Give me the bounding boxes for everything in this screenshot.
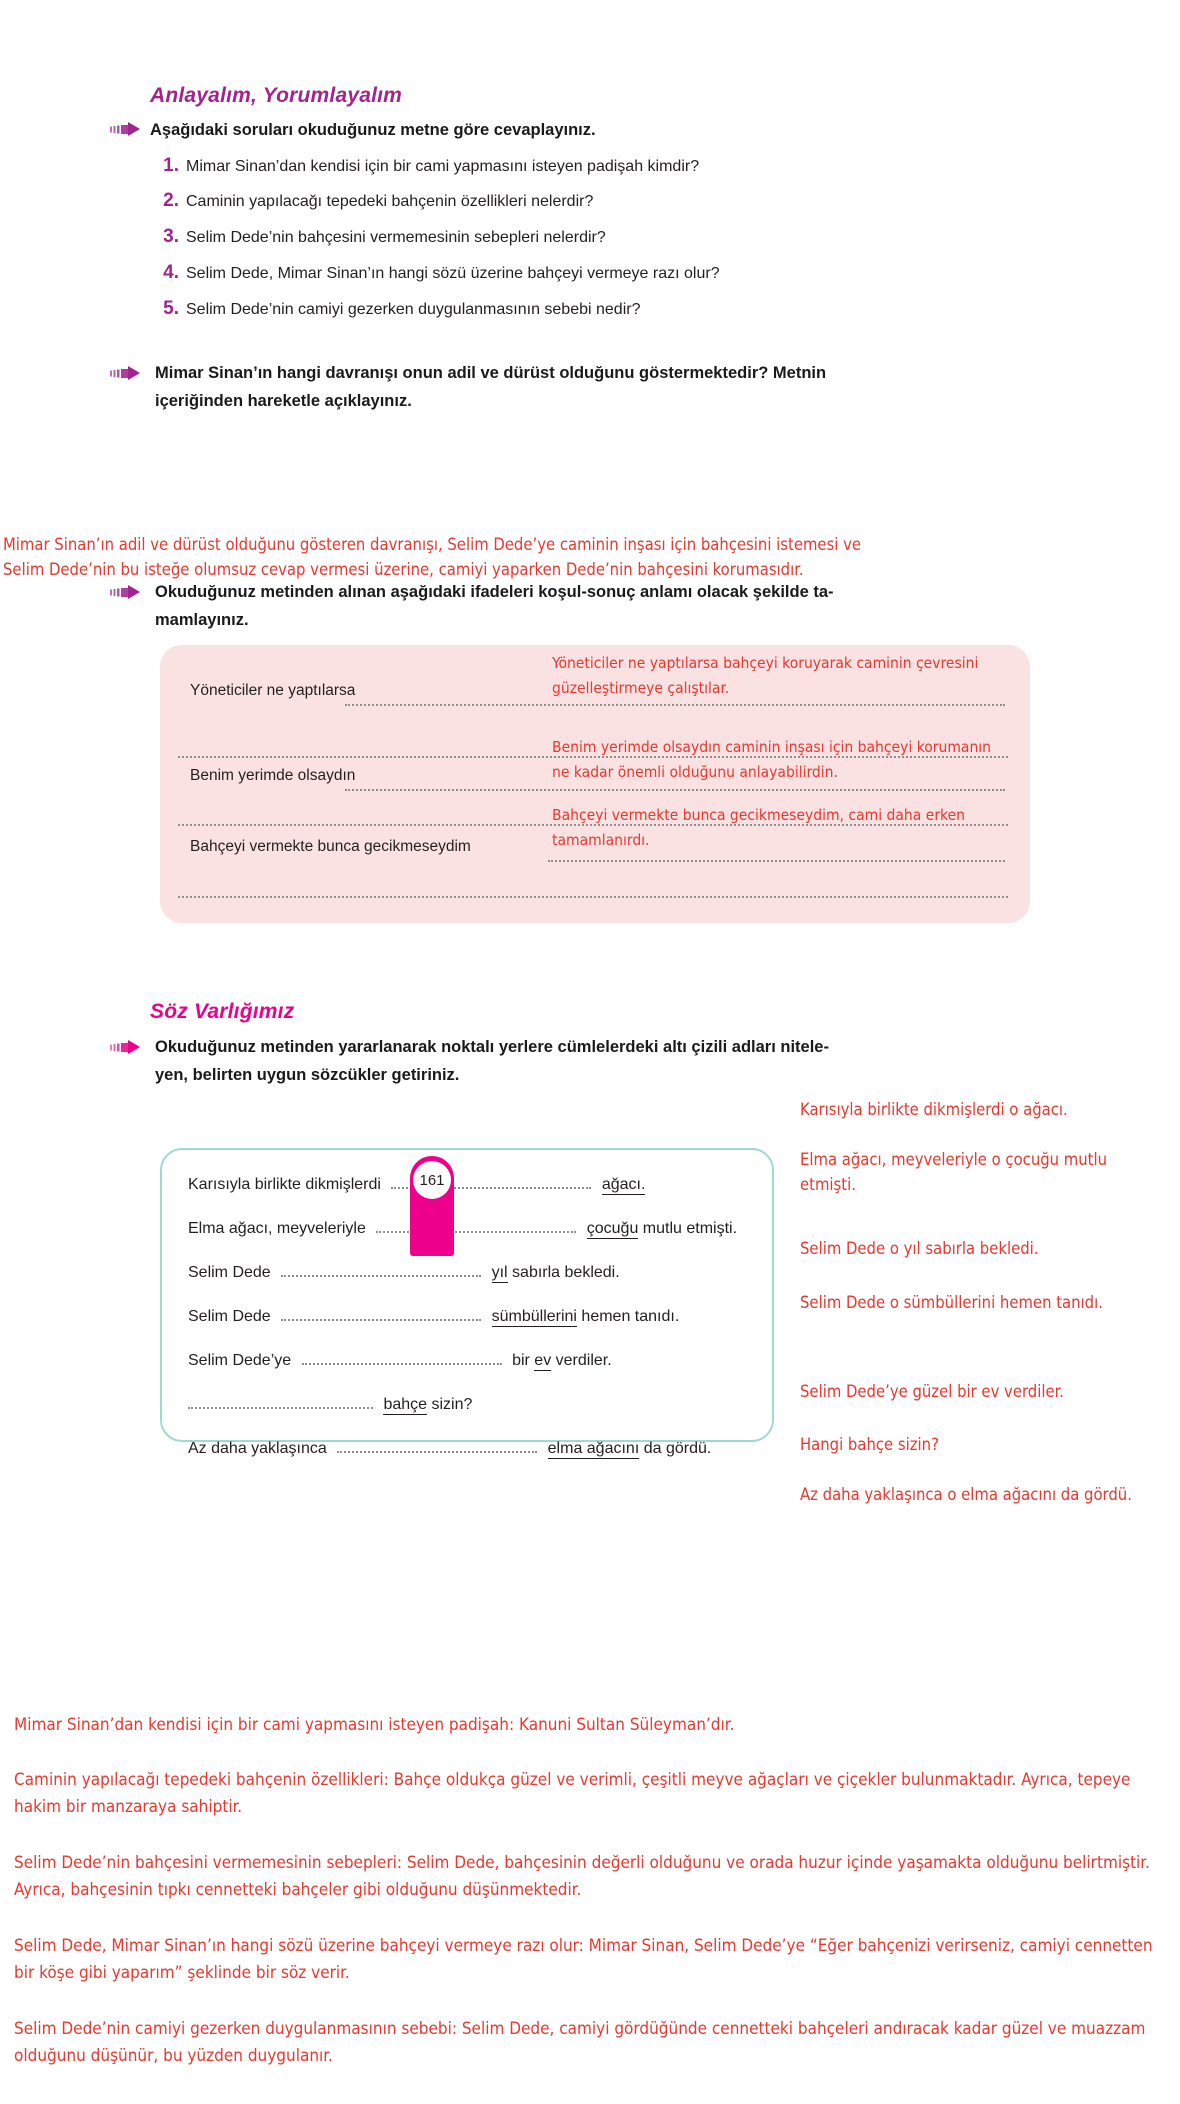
- conditional-answer-2-line1: Benim yerimde olsaydın caminin inşası için bahçeyi korumanın: [552, 738, 992, 756]
- prompt-conditional-complete-line2: mamlayınız.: [155, 611, 249, 629]
- vocabulary-fill-line-4[interactable]: [281, 1307, 481, 1321]
- vocabulary-row-5-bir: bir: [512, 1352, 535, 1369]
- conditional-stem-3: Bahçeyi vermekte bunca gecikmeseydim: [190, 838, 471, 855]
- answer-mimar-sinan-behaviour-line2: Selim Dede’nin bu isteğe olumsuz cevap vermesi üzerine, camiyi yaparken Dede’nin bahçesini korumasıdır.: [3, 560, 804, 579]
- question-item-3: [155, 226, 915, 249]
- vocabulary-row-3: [188, 1263, 620, 1282]
- vocabulary-row-5-before: Selim Dede’ye: [188, 1352, 292, 1369]
- vocabulary-row-4: [188, 1307, 679, 1326]
- vocabulary-row-6-after: sizin?: [427, 1396, 473, 1413]
- vocabulary-row-2-after: mutlu etmişti.: [638, 1220, 738, 1237]
- vocabulary-row-2-underlined: çocuğu: [586, 1220, 639, 1237]
- vocabulary-row-5-underlined: ev: [534, 1352, 552, 1369]
- vocabulary-row-5-after: verdiler.: [551, 1352, 612, 1369]
- vocabulary-row-2-before: Elma ağacı, meyveleriyle: [188, 1220, 366, 1237]
- vocabulary-answer-1: Karısıyla birlikte dikmişlerdi o ağacı.: [800, 1100, 1068, 1119]
- page-number-tab: [410, 1156, 454, 1256]
- conditional-answer-2-line2: ne kadar önemli olduğunu anlayabilirdin.: [552, 763, 838, 781]
- arrow-bullet-icon-2: [110, 366, 140, 385]
- question-text: Selim Dede’nin camiyi gezerken duygulanmasının sebebi nedir?: [186, 301, 641, 318]
- bottom-answer-3: Selim Dede’nin bahçesini vermemesinin sebepleri: Selim Dede, bahçesinin değerli olduğunu ve orada huzur içinde yaşamakta olduğunu belirtmiştir. Ayrıca, bahçesinin tıpkı cennetteki bahçeler gibi olduğunu düşünmektedir.: [14, 1853, 1150, 1900]
- bottom-answer-2: Caminin yapılacağı tepedeki bahçenin özellikleri: Bahçe oldukça güzel ve verimli, çeşitli meyve ağaçları ve çiçekler bulunmaktadır. Ayrıca, tepeye hakim bir manzaraya sahiptir.: [14, 1770, 1131, 1817]
- bottom-answer-4: Selim Dede, Mimar Sinan’ın hangi sözü üzerine bahçeyi vermeye razı olur: Mimar Sinan, Selim Dede’ye “Eğer bahçenizi verirseniz, camiyi cennetten bir köşe gibi yaparım” şeklinde bir söz verir.: [14, 1936, 1153, 1983]
- prompt-mimar-sinan-behaviour-line2: içeriğinden hareketle açıklayınız.: [155, 392, 412, 410]
- question-item-5: [155, 298, 915, 321]
- question-item-2: [155, 190, 915, 213]
- question-number: 2.: [163, 190, 179, 211]
- question-text: Selim Dede, Mimar Sinan’ın hangi sözü üzerine bahçeyi vermeye razı olur?: [186, 265, 720, 282]
- conditional-fill-line-3c[interactable]: [178, 884, 1008, 898]
- section-heading-soz-varligimiz: Söz Varlığımız: [150, 1000, 295, 1023]
- question-text: Selim Dede’nin bahçesini vermemesinin sebepleri nelerdir?: [186, 229, 606, 246]
- prompt-answer-questions: Aşağıdaki soruları okuduğunuz metne göre cevaplayınız.: [150, 121, 596, 139]
- question-number: 4.: [163, 262, 179, 283]
- conditional-stem-2: Benim yerimde olsaydın: [190, 767, 356, 784]
- vocabulary-answer-2: Elma ağacı, meyveleriyle o çocuğu mutlu etmişti.: [800, 1150, 1108, 1194]
- vocabulary-row-1-underlined: ağacı.: [601, 1176, 646, 1193]
- conditional-answer-1-line2: güzelleştirmeye çalıştılar.: [552, 679, 730, 697]
- vocabulary-row-4-after: hemen tanıdı.: [576, 1308, 680, 1325]
- vocabulary-fill-line-2[interactable]: [376, 1219, 576, 1233]
- vocabulary-fill-line-3[interactable]: [281, 1263, 481, 1277]
- conditional-stem-1: Yöneticiler ne yaptılarsa: [190, 682, 356, 699]
- question-item-4: [155, 262, 915, 285]
- vocabulary-fill-line-6[interactable]: [188, 1395, 373, 1409]
- arrow-bullet-icon-4: [110, 1040, 140, 1059]
- bottom-answer-5: Selim Dede’nin camiyi gezerken duygulanmasının sebebi: Selim Dede, camiyi gördüğünde cennetteki bahçeleri andıracak kadar güzel ve muazzam olduğunu düşünür, bu yüzden duygulanır.: [14, 2019, 1146, 2066]
- question-number: 3.: [163, 226, 179, 247]
- vocabulary-row-4-underlined: sümbüllerini: [491, 1308, 577, 1325]
- question-text: Mimar Sinan’dan kendisi için bir cami yapmasını isteyen padişah kimdir?: [186, 158, 700, 175]
- vocabulary-row-5: [188, 1351, 612, 1370]
- vocabulary-row-3-after: sabırla bekledi.: [507, 1264, 620, 1281]
- question-text: Caminin yapılacağı tepedeki bahçenin özellikleri nelerdir?: [186, 193, 594, 210]
- prompt-vocabulary-line2: yen, belirten uygun sözcükler getiriniz.: [155, 1066, 460, 1084]
- prompt-mimar-sinan-behaviour-line1: Mimar Sinan’ın hangi davranışı onun adil ve dürüst olduğunu göstermektedir? Metnin: [155, 364, 827, 382]
- question-item-1: [155, 155, 915, 178]
- question-number: 5.: [163, 298, 179, 319]
- question-number: 1.: [163, 155, 179, 176]
- answer-mimar-sinan-behaviour-line1: Mimar Sinan’ın adil ve dürüst olduğunu gösteren davranışı, Selim Dede’ye caminin inşası için bahçesini istemesi ve: [3, 535, 862, 554]
- prompt-vocabulary-line1: Okuduğunuz metinden yararlanarak noktalı yerlere cümlelerdeki altı çizili adları nitele-: [155, 1038, 829, 1056]
- vocabulary-row-3-underlined: yıl: [491, 1264, 508, 1281]
- arrow-bullet-icon-1: [110, 122, 140, 141]
- bottom-answer-1: Mimar Sinan’dan kendisi için bir cami yapmasını isteyen padişah: Kanuni Sultan Süleyman’dır.: [14, 1715, 735, 1735]
- arrow-bullet-icon-3: [110, 585, 140, 604]
- vocabulary-row-3-before: Selim Dede: [188, 1264, 271, 1281]
- conditional-answer-1-line1: Yöneticiler ne yaptılarsa bahçeyi koruyarak caminin çevresini: [552, 654, 979, 672]
- vocabulary-row-7-underlined: elma ağacını: [547, 1440, 640, 1457]
- vocabulary-answer-5: Selim Dede’ye güzel bir ev verdiler.: [800, 1382, 1064, 1401]
- vocabulary-row-7-before: Az daha yaklaşınca: [188, 1440, 327, 1457]
- vocabulary-answer-6: Hangi bahçe sizin?: [800, 1435, 939, 1454]
- conditional-answer-3-line2: tamamlanırdı.: [552, 831, 650, 849]
- vocabulary-row-2: [188, 1219, 737, 1238]
- vocabulary-row-1-before: Karısıyla birlikte dikmişlerdi: [188, 1176, 381, 1193]
- vocabulary-answer-3: Selim Dede o yıl sabırla bekledi.: [800, 1239, 1039, 1258]
- vocabulary-row-7: [188, 1439, 711, 1458]
- section-heading-anlayalim: Anlayalım, Yorumlayalım: [150, 84, 403, 107]
- vocabulary-answer-7: Az daha yaklaşınca o elma ağacını da gördü.: [800, 1485, 1132, 1504]
- vocabulary-row-6: [188, 1395, 472, 1414]
- prompt-conditional-complete-line1: Okuduğunuz metinden alınan aşağıdaki ifadeleri koşul-sonuç anlamı olacak şekilde ta-: [155, 583, 834, 601]
- vocabulary-answer-4: Selim Dede o sümbüllerini hemen tanıdı.: [800, 1293, 1103, 1312]
- vocabulary-row-4-before: Selim Dede: [188, 1308, 271, 1325]
- vocabulary-fill-line-7[interactable]: [337, 1439, 537, 1453]
- vocabulary-fill-line-5[interactable]: [302, 1351, 502, 1365]
- conditional-answer-3-line1: Bahçeyi vermekte bunca gecikmeseydim, cami daha erken: [552, 806, 965, 824]
- vocabulary-row-7-after: da gördü.: [639, 1440, 712, 1457]
- page-number: 161: [413, 1161, 451, 1199]
- vocabulary-row-6-underlined: bahçe: [383, 1396, 428, 1413]
